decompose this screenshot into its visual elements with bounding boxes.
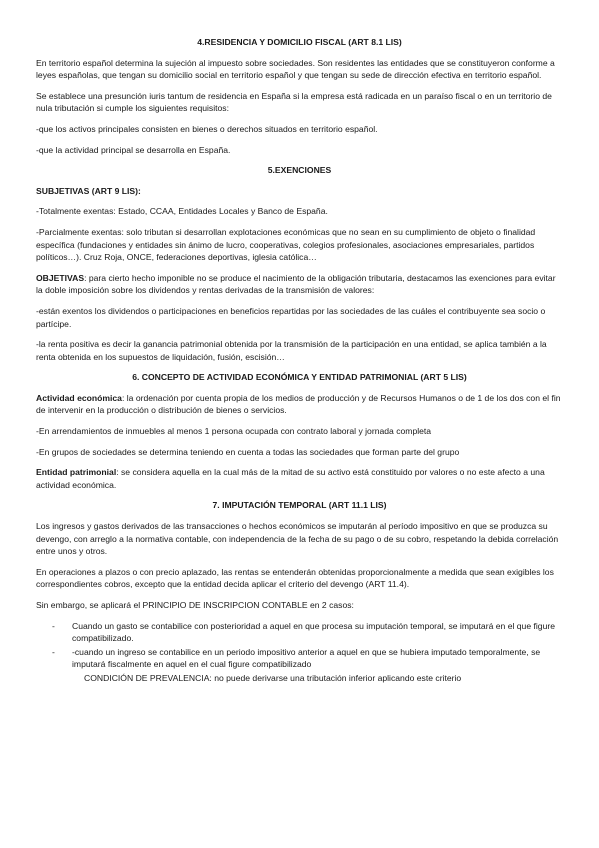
- entidad-label: Entidad patrimonial: [36, 467, 117, 478]
- section-7-heading: 7. IMPUTACIÓN TEMPORAL (ART 11.1 LIS): [212, 500, 387, 511]
- section-5-paragraph: -están exentos los dividendos o participaciones en beneficios repartidas por las sociedades de las cuáles el contribuyente sea socio o partícipe.: [36, 305, 546, 329]
- section-6-paragraph: -En grupos de sociedades se determina teniendo en cuenta a todas las sociedades que forman parte del grupo: [36, 446, 460, 457]
- objetivas-paragraph: [36, 272, 563, 297]
- section-5-paragraph: -la renta positiva es decir la ganancia patrimonial obtenida por la transmisión de la participación en una entidad, se aplica también a la renta obtenida en los supuestos de liquidación, fusión, escisión…: [36, 339, 547, 362]
- list-item-text: -cuando un ingreso se contabilice en un periodo impositivo anterior a aquel en que se hubiera imputado temporalmente, se imputará fiscalmente en aquel en el cual figure compatibilizado: [72, 646, 541, 670]
- actividad-paragraph: [36, 392, 563, 417]
- entidad-text: : se considera aquella en la cual más de la mitad de su activo está constituido por valores o no este afecto a una actividad económica.: [36, 467, 545, 490]
- section-4-heading: 4.RESIDENCIA Y DOMICILIO FISCAL (ART 8.1 LIS): [197, 37, 402, 47]
- list-item: [52, 646, 563, 671]
- section-4-paragraph: -que los activos principales consisten en bienes o derechos situados en territorio español.: [36, 123, 378, 134]
- entidad-paragraph: [36, 466, 563, 491]
- subjetivas-label: SUBJETIVAS (ART 9 LIS):: [36, 185, 141, 196]
- section-4-paragraph: -que la actividad principal se desarrolla en España.: [36, 144, 231, 155]
- actividad-label: Actividad económica: [36, 392, 122, 403]
- objetivas-text: : para cierto hecho imponible no se produce el nacimiento de la obligación tributaria, destacamos las exenciones para evitar la doble imposición sobre los dividendos y rentas derivadas de la transmisión de valores:: [36, 272, 556, 296]
- objetivas-label: OBJETIVAS: [36, 272, 85, 283]
- section-4-paragraph: En territorio español determina la sujeción al impuesto sobre sociedades. Son residentes las entidades que se constituyeron conforme a leyes españolas, que tengan su domicilio social en territorio español y que tengan su sede de dirección efectiva en territorio español.: [36, 57, 555, 81]
- section-7-paragraph: En operaciones a plazos o con precio aplazado, las rentas se entenderán obtenidas proporcionalmente a medida que sean exigibles los correspondientes cobros, excepto que la entidad decida aplicar el criterio del devengo (ART 11.4).: [36, 566, 554, 590]
- list-item-text: Cuando un gasto se contabilice con posterioridad a aquel en que procesa su imputación temporal, se imputará en el que figure compatibilizado.: [72, 620, 555, 644]
- list-bullet: -: [52, 646, 55, 657]
- list-bullet: -: [52, 620, 55, 631]
- list-item: [52, 620, 563, 645]
- section-5-paragraph: -Totalmente exentas: Estado, CCAA, Entidades Locales y Banco de España.: [36, 206, 328, 217]
- section-4-paragraph: Se establece una presunción iuris tantum de residencia en España si la empresa está radicada en un paraíso fiscal o en un territorio de nula tributación si cumple los siguientes requisitos:: [36, 90, 552, 114]
- prevalencia-note: CONDICIÓN DE PREVALENCIA: no puede derivarse una tributación inferior aplicando este criterio: [84, 672, 462, 683]
- section-7-paragraph: Los ingresos y gastos derivados de las transacciones o hechos económicos se imputarán al período impositivo en que se produzca su devengo, con arreglo a la normativa contable, con independencia de la fecha de su pago o de su cobro, respetando la debida correlación entre unos y otros.: [36, 521, 559, 557]
- section-5-paragraph: -Parcialmente exentas: solo tributan si desarrollan explotaciones económicas que no sean en su cumplimiento de objeto o finalidad específica (fundaciones y entidades sin ánimo de lucro, cooperativas, colegios profesionales, asociaciones empresariales, partidos políticos…). Cruz Roja, ONCE, federaciones deportivas, iglesia católica…: [36, 226, 536, 263]
- section-5-heading: 5.EXENCIONES: [267, 165, 332, 176]
- section-6-paragraph: -En arrendamientos de inmuebles al menos 1 persona ocupada con contrato laboral y jornada completa: [36, 426, 432, 437]
- actividad-text: : la ordenación por cuenta propia de los medios de producción y de Recursos Humanos o de 1 de los dos con el fin de intervenir en la producción o distribución de bienes o servicios.: [36, 392, 561, 416]
- inscripcion-cases-list: [36, 620, 563, 671]
- section-6-heading: 6. CONCEPTO DE ACTIVIDAD ECONÓMICA Y ENTIDAD PATRIMONIAL (ART 5 LIS): [132, 372, 467, 383]
- section-7-paragraph: Sin embargo, se aplicará el PRINCIPIO DE INSCRIPCION CONTABLE en 2 casos:: [36, 600, 354, 610]
